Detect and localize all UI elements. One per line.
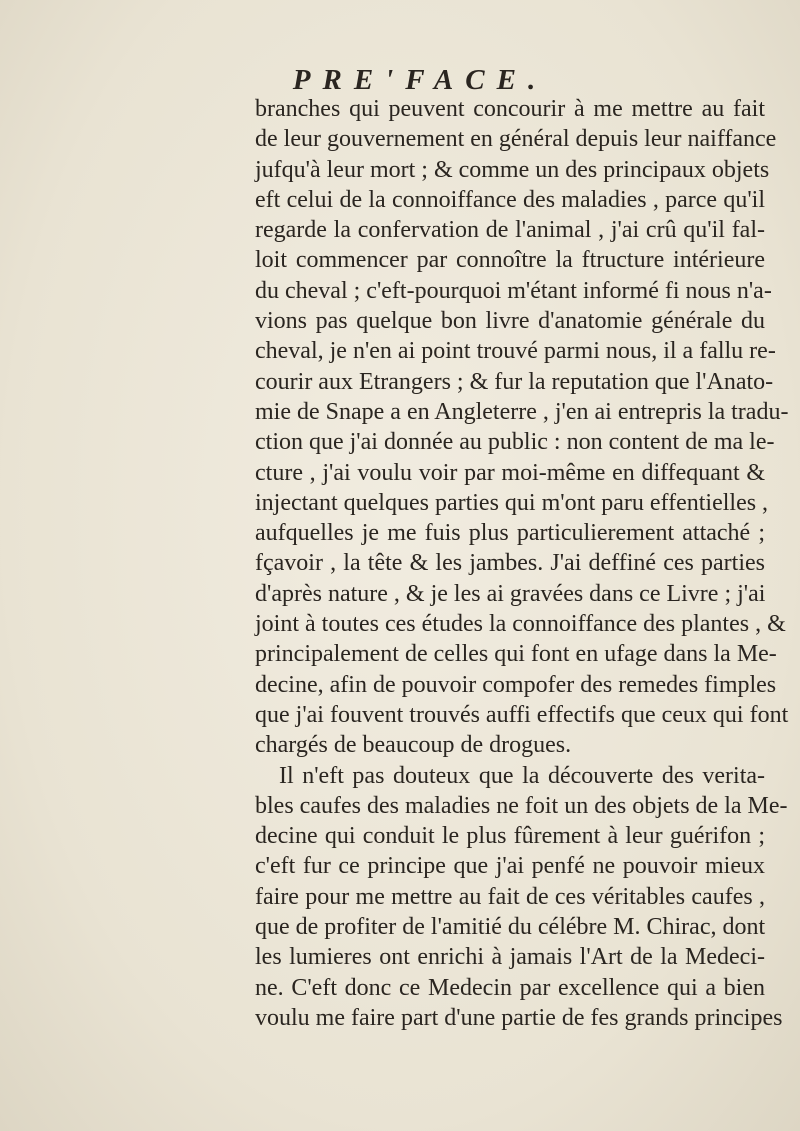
text-line: cheval, je n'en ai point trouvé parmi nous, il a fallu re- xyxy=(255,338,776,365)
text-line: loit commencer par connoître la ftructure intérieure xyxy=(255,247,765,274)
text-line: voulu me faire part d'une partie de fes grands principes xyxy=(255,1004,783,1031)
text-line: regarde la confervation de l'animal , j'ai crû qu'il fal- xyxy=(255,217,765,244)
text-line: c'eft fur ce principe que j'ai penfé ne pouvoir mieux xyxy=(255,853,765,880)
text-line: principalement de celles qui font en ufage dans la Me- xyxy=(255,641,777,668)
running-head: PRE'FACE. xyxy=(292,64,548,96)
text-line: de leur gouvernement en général depuis leur naiffance xyxy=(255,126,777,153)
text-line: d'après nature , & je les ai gravées dans ce Livre ; j'ai xyxy=(255,580,766,607)
text-line: cture , j'ai voulu voir par moi-même en diffequant & xyxy=(255,459,765,486)
text-line: faire pour me mettre au fait de ces véritables caufes , xyxy=(255,883,765,910)
text-line: bles caufes des maladies ne foit un des objets de la Me- xyxy=(255,792,788,819)
text-line: ne. C'eft donc ce Medecin par excellence qui a bien xyxy=(255,974,765,1001)
text-line: vions pas quelque bon livre d'anatomie générale du xyxy=(255,308,765,335)
text-line: mie de Snape a en Angleterre , j'en ai entrepris la tradu- xyxy=(255,398,789,425)
text-line: que j'ai fouvent trouvés auffi effectifs que ceux qui font xyxy=(255,701,789,728)
text-line: decine qui conduit le plus fûrement à leur guérifon ; xyxy=(255,823,765,850)
text-line: eft celui de la connoiffance des maladies , parce qu'il xyxy=(255,186,765,213)
text-line: Il n'eft pas douteux que la découverte des verita- xyxy=(279,762,765,789)
text-line: injectant quelques parties qui m'ont paru effentielles , xyxy=(255,489,769,516)
text-line: que de profiter de l'amitié du célébre M. Chirac, dont xyxy=(255,914,766,941)
text-line: jufqu'à leur mort ; & comme un des principaux objets xyxy=(255,156,770,183)
text-line: fçavoir , la tête & les jambes. J'ai deffiné ces parties xyxy=(255,550,765,577)
text-line: ction que j'ai donnée au public : non content de ma le- xyxy=(255,429,775,456)
text-line: decine, afin de pouvoir compofer des remedes fimples xyxy=(255,671,777,698)
text-line: courir aux Etrangers ; & fur la reputation que l'Anato- xyxy=(255,368,774,395)
text-line: aufquelles je me fuis plus particulierement attaché ; xyxy=(255,520,765,547)
text-line: chargés de beaucoup de drogues. xyxy=(255,732,572,759)
text-line: joint à toutes ces études la connoiffance des plantes , & xyxy=(255,611,786,638)
body-text xyxy=(255,94,789,1033)
text-line: branches qui peuvent concourir à me mettre au fait xyxy=(255,96,765,122)
text-line: les lumieres ont enrichi à jamais l'Art de la Medeci- xyxy=(255,944,765,971)
text-line: du cheval ; c'eft-pourquoi m'étant informé fi nous n'a- xyxy=(255,277,772,304)
